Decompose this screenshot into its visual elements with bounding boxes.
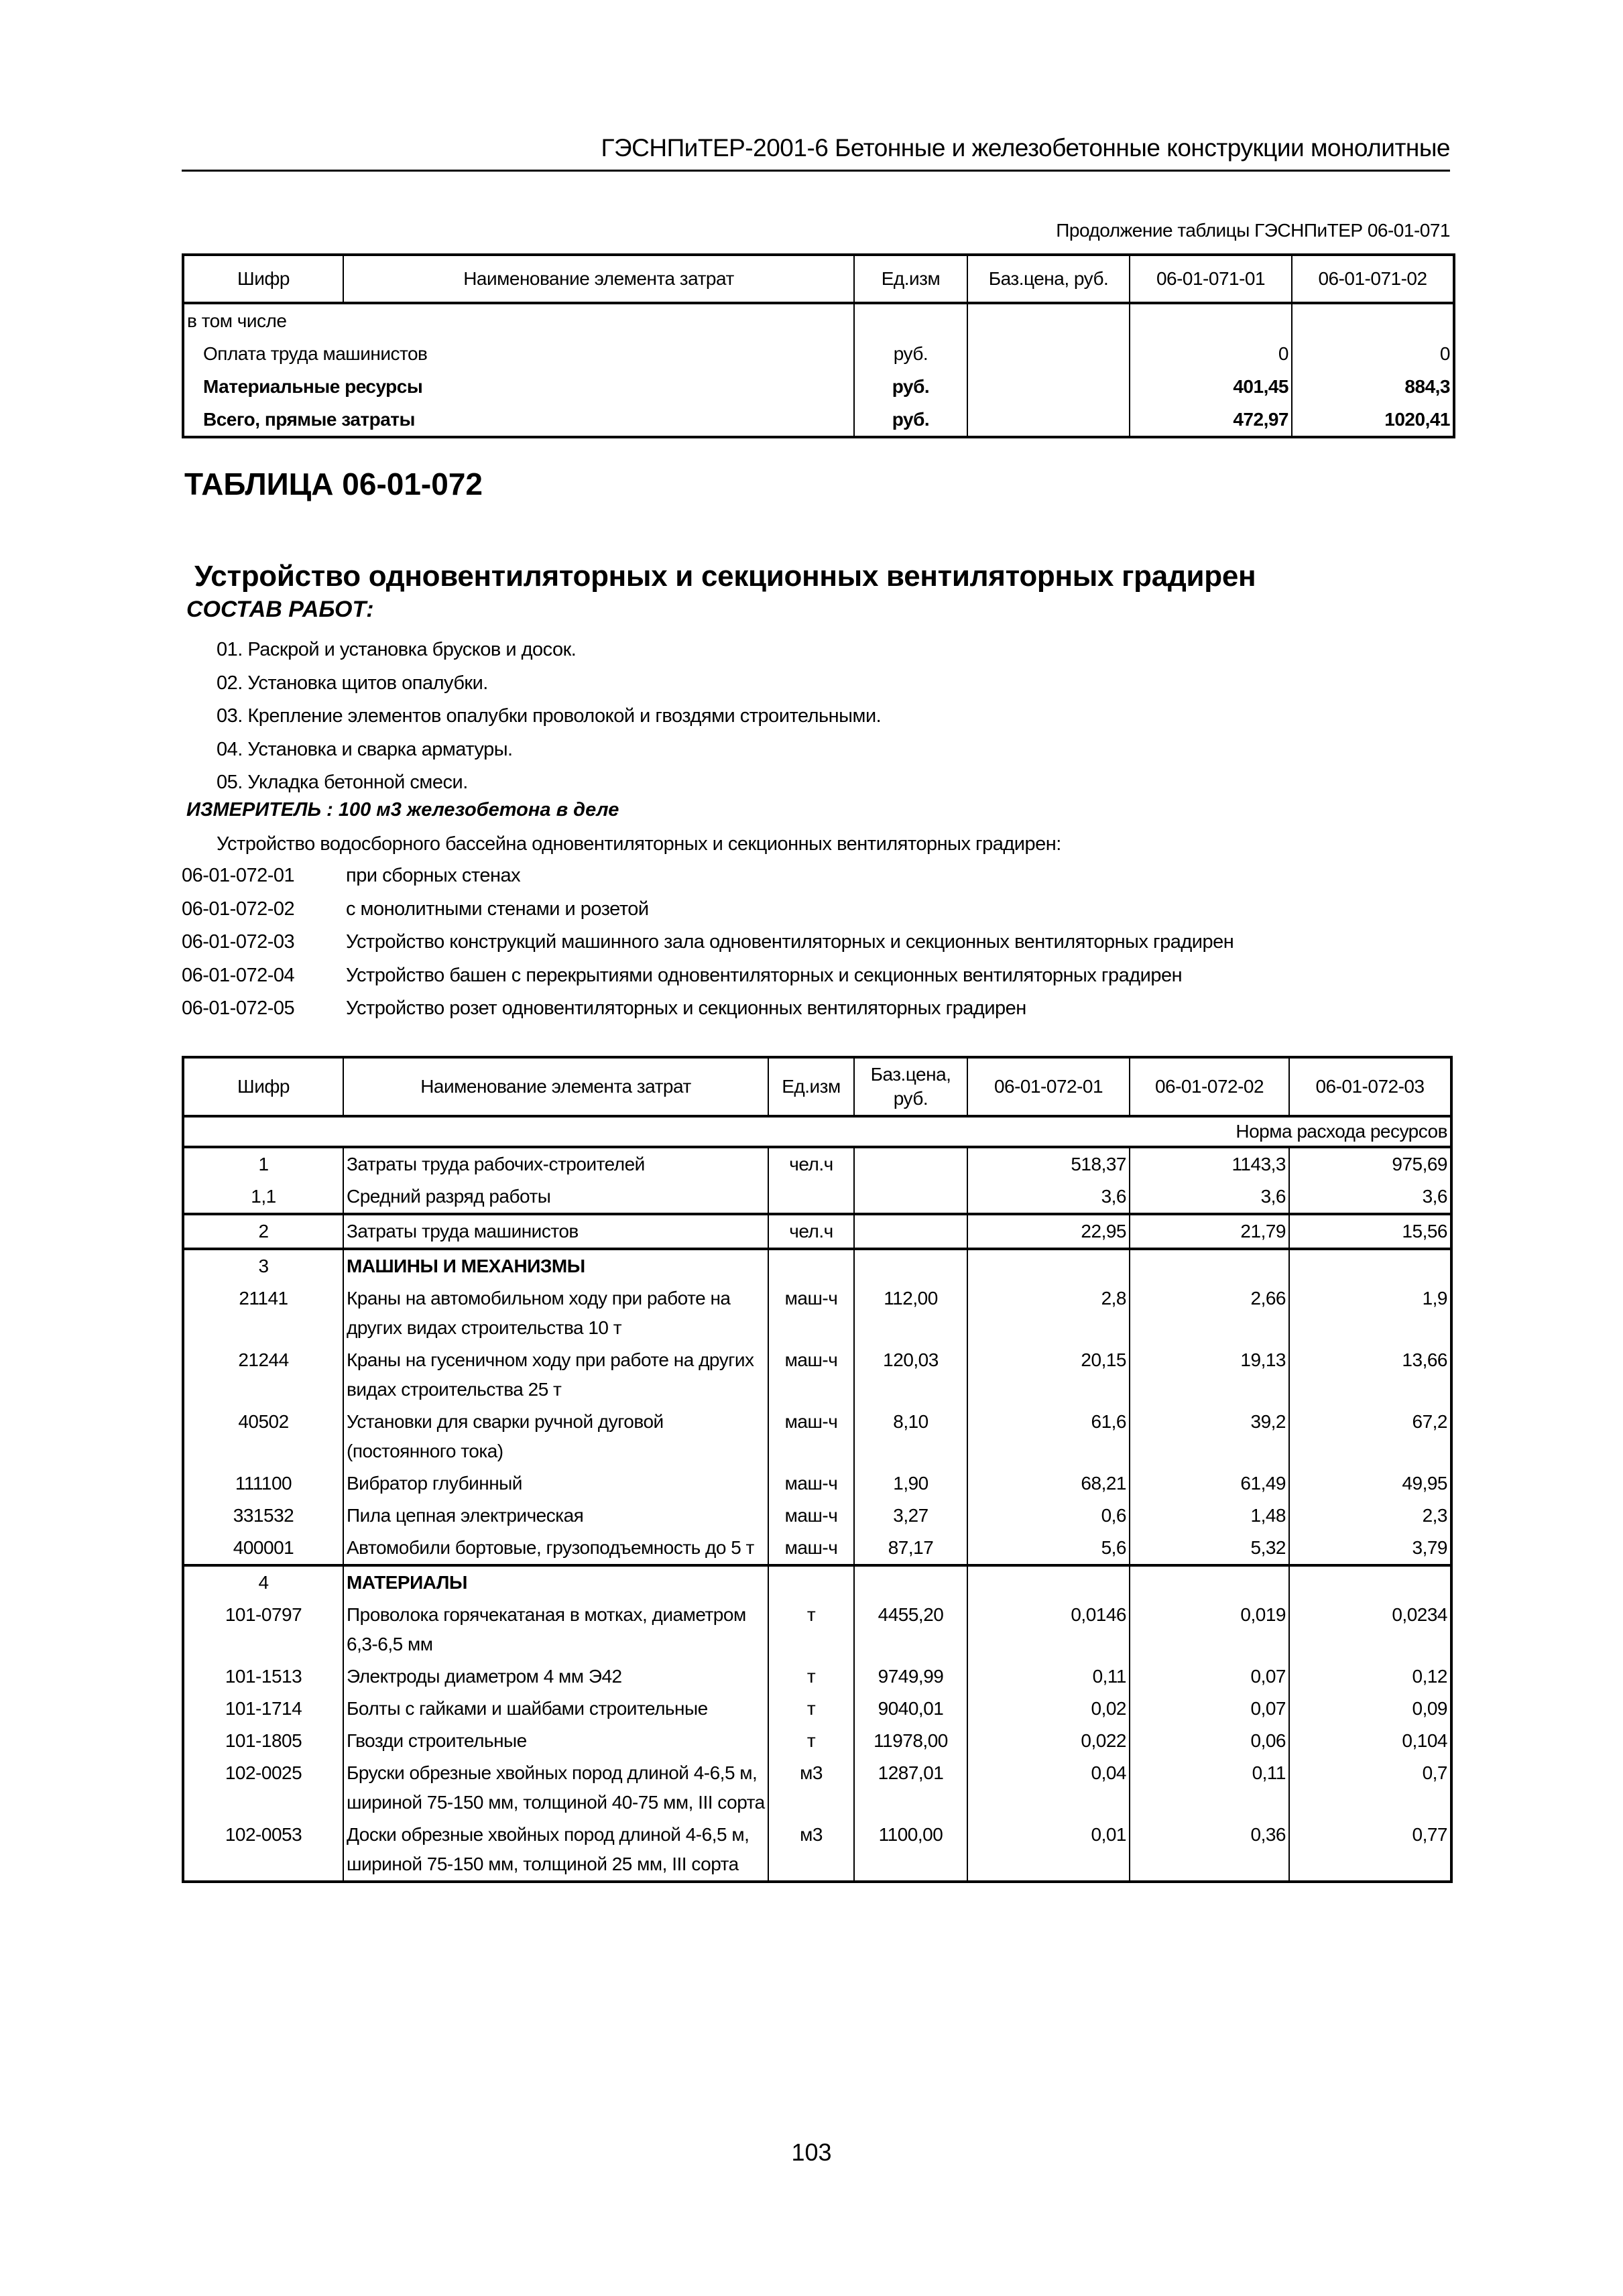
cell-value: 2,3 — [1289, 1500, 1451, 1532]
cell-name: Всего, прямые затраты — [183, 403, 854, 437]
cell-name: Пила цепная электрическая — [343, 1500, 768, 1532]
cell-value: 884,3 — [1292, 370, 1454, 403]
variant-text: Устройство конструкций машинного зала одновентиляторных и секционных вентиляторных градирен — [346, 931, 1234, 953]
cell-price: 8,10 — [854, 1406, 967, 1467]
norma-row — [183, 1116, 1451, 1147]
cell-unit: чел.ч — [768, 1147, 854, 1181]
cell-value: 0,022 — [967, 1725, 1130, 1757]
cell-code: 3 — [183, 1249, 343, 1282]
variant-text: Устройство башен с перекрытиями одновентиляторных и секционных вентиляторных градирен — [346, 964, 1183, 986]
resource-table-06-01-072 — [182, 1056, 1453, 1883]
norma-label: Норма расхода ресурсов — [183, 1116, 1451, 1147]
cell-price — [854, 1147, 967, 1181]
continued-table-06-01-071 — [182, 253, 1455, 438]
header-cell: Ед.изм — [854, 255, 967, 303]
variant-item — [182, 998, 1234, 1031]
cell-value: 13,66 — [1289, 1344, 1451, 1406]
table-title: ТАБЛИЦА 06-01-072 — [184, 467, 483, 501]
cell-value: 1,9 — [1289, 1282, 1451, 1344]
work-item: 02. Установка щитов опалубки. — [217, 672, 488, 694]
cell-value: 1,48 — [1130, 1500, 1289, 1532]
cell-value — [1130, 1249, 1289, 1282]
cell-price — [854, 1565, 967, 1599]
table-row — [183, 1282, 1451, 1344]
cell-price — [854, 1181, 967, 1214]
cell-value: 61,6 — [967, 1406, 1130, 1467]
cell-unit: маш-ч — [768, 1344, 854, 1406]
cell-name: МАШИНЫ И МЕХАНИЗМЫ — [343, 1249, 768, 1282]
cell-value: 0,11 — [967, 1660, 1130, 1693]
cell-value: 5,6 — [967, 1532, 1130, 1565]
cell-value: 0,07 — [1130, 1693, 1289, 1725]
cell-value: 0,07 — [1130, 1660, 1289, 1693]
variant-code: 06-01-072-04 — [182, 964, 295, 986]
variant-code: 06-01-072-01 — [182, 865, 295, 886]
cell-unit: маш-ч — [768, 1532, 854, 1565]
cell-unit — [768, 1181, 854, 1214]
cell-code: 101-0797 — [183, 1599, 343, 1660]
table-row — [183, 1599, 1451, 1660]
variant-item — [182, 965, 1234, 998]
cell-unit: т — [768, 1693, 854, 1725]
page-number: 103 — [791, 2138, 832, 2166]
cell-code: 111100 — [183, 1467, 343, 1500]
cell-value — [1289, 1249, 1451, 1282]
cell-price — [854, 1249, 967, 1282]
cell-unit: м3 — [768, 1819, 854, 1882]
cell-value: 0,02 — [967, 1693, 1130, 1725]
cell-price: 9040,01 — [854, 1693, 967, 1725]
table-row — [183, 1532, 1451, 1565]
cell-unit: маш-ч — [768, 1282, 854, 1344]
cell-value — [1289, 1565, 1451, 1599]
cell-code: 1,1 — [183, 1181, 343, 1214]
cell-value: 39,2 — [1130, 1406, 1289, 1467]
work-item: 01. Раскрой и установка брусков и досок. — [217, 639, 577, 660]
cell-name: Затраты труда машинистов — [343, 1214, 768, 1249]
cell-price: 3,27 — [854, 1500, 967, 1532]
variant-item — [182, 865, 1234, 898]
work-list — [217, 639, 881, 805]
cell-unit: м3 — [768, 1757, 854, 1819]
table-row — [183, 1660, 1451, 1693]
cell-value — [1130, 303, 1292, 337]
header-cell: Баз.цена, руб. — [967, 255, 1130, 303]
cell-value: 3,6 — [967, 1181, 1130, 1214]
table-row — [183, 1565, 1451, 1599]
cell-value: 22,95 — [967, 1214, 1130, 1249]
cell-value: 0,0146 — [967, 1599, 1130, 1660]
cell-price — [967, 370, 1130, 403]
cell-price: 87,17 — [854, 1532, 967, 1565]
continuation-label: Продолжение таблицы ГЭСНПиТЕР 06-01-071 — [1056, 220, 1450, 241]
cell-code: 331532 — [183, 1500, 343, 1532]
variant-code: 06-01-072-02 — [182, 898, 295, 920]
cell-name: Болты с гайками и шайбами строительные — [343, 1693, 768, 1725]
work-item: 04. Установка и сварка арматуры. — [217, 738, 513, 760]
cell-name: Оплата труда машинистов — [183, 337, 854, 370]
cell-code: 102-0025 — [183, 1757, 343, 1819]
section-title: Устройство одновентиляторных и секционных вентиляторных градирен — [194, 560, 1256, 593]
cell-value: 49,95 — [1289, 1467, 1451, 1500]
cell-value: 1020,41 — [1292, 403, 1454, 437]
table-row — [183, 370, 1454, 403]
cell-name: Проволока горячекатаная в мотках, диаметром 6,3-6,5 мм — [343, 1599, 768, 1660]
cell-value: 3,79 — [1289, 1532, 1451, 1565]
cell-price: 112,00 — [854, 1282, 967, 1344]
cell-value: 2,66 — [1130, 1282, 1289, 1344]
cell-price: 11978,00 — [854, 1725, 967, 1757]
cell-value: 0,0234 — [1289, 1599, 1451, 1660]
header-cell: Наименование элемента затрат — [343, 1057, 768, 1116]
cell-value: 2,8 — [967, 1282, 1130, 1344]
cell-unit: маш-ч — [768, 1467, 854, 1500]
cell-code: 40502 — [183, 1406, 343, 1467]
cell-value: 0,06 — [1130, 1725, 1289, 1757]
header-cell: 06-01-071-01 — [1130, 255, 1292, 303]
cell-value: 0,09 — [1289, 1693, 1451, 1725]
cell-price: 1,90 — [854, 1467, 967, 1500]
cell-code: 1 — [183, 1147, 343, 1181]
cell-name: Вибратор глубинный — [343, 1467, 768, 1500]
cell-name: в том числе — [183, 303, 854, 337]
cell-value — [967, 1565, 1130, 1599]
cell-code: 21141 — [183, 1282, 343, 1344]
cell-value: 518,37 — [967, 1147, 1130, 1181]
work-item: 05. Укладка бетонной смеси. — [217, 772, 468, 793]
measure-unit-label: ИЗМЕРИТЕЛЬ : 100 м3 железобетона в деле — [186, 799, 619, 821]
table-row — [183, 1214, 1451, 1249]
cell-value: 0,6 — [967, 1500, 1130, 1532]
header-divider — [182, 170, 1450, 172]
cell-unit: маш-ч — [768, 1500, 854, 1532]
cell-value: 67,2 — [1289, 1406, 1451, 1467]
cell-value: 21,79 — [1130, 1214, 1289, 1249]
cell-price: 4455,20 — [854, 1599, 967, 1660]
cell-unit — [768, 1565, 854, 1599]
cell-value: 15,56 — [1289, 1214, 1451, 1249]
cell-code: 2 — [183, 1214, 343, 1249]
table-row — [183, 1249, 1451, 1282]
cell-name: Краны на гусеничном ходу при работе на других видах строительства 25 т — [343, 1344, 768, 1406]
table-row — [183, 1406, 1451, 1467]
cell-code: 101-1714 — [183, 1693, 343, 1725]
cell-name: Краны на автомобильном ходу при работе на других видах строительства 10 т — [343, 1282, 768, 1344]
cell-price: 120,03 — [854, 1344, 967, 1406]
cell-code: 101-1805 — [183, 1725, 343, 1757]
cell-price — [967, 303, 1130, 337]
cell-value: 0 — [1130, 337, 1292, 370]
cell-value: 0,019 — [1130, 1599, 1289, 1660]
cell-value: 472,97 — [1130, 403, 1292, 437]
cell-name: Затраты труда рабочих-строителей — [343, 1147, 768, 1181]
cell-name: Автомобили бортовые, грузоподъемность до 5 т — [343, 1532, 768, 1565]
cell-value: 3,6 — [1130, 1181, 1289, 1214]
header-cell: 06-01-072-03 — [1289, 1057, 1451, 1116]
cell-value: 5,32 — [1130, 1532, 1289, 1565]
cell-code: 101-1513 — [183, 1660, 343, 1693]
cell-value: 0,01 — [967, 1819, 1130, 1882]
table-row — [183, 1725, 1451, 1757]
cell-unit: т — [768, 1599, 854, 1660]
table-row — [183, 1181, 1451, 1214]
header-cell: Шифр — [183, 255, 343, 303]
cell-unit: маш-ч — [768, 1406, 854, 1467]
variant-code: 06-01-072-03 — [182, 931, 295, 953]
cell-price: 9749,99 — [854, 1660, 967, 1693]
cell-value: 61,49 — [1130, 1467, 1289, 1500]
header-cell: Шифр — [183, 1057, 343, 1116]
cell-name: Доски обрезные хвойных пород длиной 4-6,5 м, шириной 75-150 мм, толщиной 25 мм, III сорта — [343, 1819, 768, 1882]
cell-value: 19,13 — [1130, 1344, 1289, 1406]
cell-value: 0,77 — [1289, 1819, 1451, 1882]
cell-value: 0,36 — [1130, 1819, 1289, 1882]
cell-value: 0,12 — [1289, 1660, 1451, 1693]
cell-value: 3,6 — [1289, 1181, 1451, 1214]
cell-value: 0,11 — [1130, 1757, 1289, 1819]
cell-name: Средний разряд работы — [343, 1181, 768, 1214]
cell-unit: т — [768, 1725, 854, 1757]
cell-price: 1287,01 — [854, 1757, 967, 1819]
variants-intro: Устройство водосборного бассейна одновентиляторных и секционных вентиляторных градирен: — [217, 833, 1061, 855]
table-row — [183, 1819, 1451, 1882]
table-row — [183, 337, 1454, 370]
cell-unit: т — [768, 1660, 854, 1693]
variant-item — [182, 931, 1234, 965]
cell-value — [967, 1249, 1130, 1282]
cell-value: 0,104 — [1289, 1725, 1451, 1757]
table-header-row — [183, 1057, 1451, 1116]
cell-value: 0 — [1292, 337, 1454, 370]
cell-name: Бруски обрезные хвойных пород длиной 4-6,5 м, шириной 75-150 мм, толщиной 40-75 мм, III сорта — [343, 1757, 768, 1819]
cell-value: 975,69 — [1289, 1147, 1451, 1181]
header-cell: Наименование элемента затрат — [343, 255, 854, 303]
table-row — [183, 1344, 1451, 1406]
header-cell: Ед.изм — [768, 1057, 854, 1116]
variant-text: Устройство розет одновентиляторных и секционных вентиляторных градирен — [346, 998, 1026, 1019]
cell-value — [1130, 1565, 1289, 1599]
table-row — [183, 1500, 1451, 1532]
header-cell: 06-01-071-02 — [1292, 255, 1454, 303]
table-row — [183, 1147, 1451, 1181]
running-header: ГЭСНПиТЕР-2001-6 Бетонные и железобетонные конструкции монолитные — [601, 134, 1450, 162]
table-row — [183, 303, 1454, 337]
cell-value: 68,21 — [967, 1467, 1130, 1500]
cell-name: Гвозди строительные — [343, 1725, 768, 1757]
cell-price — [967, 337, 1130, 370]
cell-unit — [854, 303, 967, 337]
work-item: 03. Крепление элементов опалубки проволокой и гвоздями строительными. — [217, 705, 882, 727]
cell-unit: руб. — [854, 403, 967, 437]
work-composition-label: СОСТАВ РАБОТ: — [186, 597, 374, 622]
variant-text: с монолитными стенами и розетой — [346, 898, 649, 920]
cell-code: 400001 — [183, 1532, 343, 1565]
cell-value: 0,04 — [967, 1757, 1130, 1819]
table-row — [183, 403, 1454, 437]
header-cell: 06-01-072-02 — [1130, 1057, 1289, 1116]
cell-name: Материальные ресурсы — [183, 370, 854, 403]
cell-unit — [768, 1249, 854, 1282]
cell-value: 20,15 — [967, 1344, 1130, 1406]
cell-value: 401,45 — [1130, 370, 1292, 403]
cell-name: Электроды диаметром 4 мм Э42 — [343, 1660, 768, 1693]
header-cell: 06-01-072-01 — [967, 1057, 1130, 1116]
cell-value: 1143,3 — [1130, 1147, 1289, 1181]
variant-text: при сборных стенах — [346, 865, 521, 886]
variant-list — [182, 865, 1234, 1031]
table-row — [183, 1467, 1451, 1500]
cell-name: Установки для сварки ручной дуговой (постоянного тока) — [343, 1406, 768, 1467]
cell-value — [1292, 303, 1454, 337]
cell-unit: руб. — [854, 370, 967, 403]
header-cell: Баз.цена, руб. — [854, 1057, 967, 1116]
cell-value: 0,7 — [1289, 1757, 1451, 1819]
table-header-row — [183, 255, 1454, 303]
variant-code: 06-01-072-05 — [182, 998, 295, 1019]
cell-code: 4 — [183, 1565, 343, 1599]
variant-item — [182, 898, 1234, 932]
table-row — [183, 1757, 1451, 1819]
table-row — [183, 1693, 1451, 1725]
cell-unit: руб. — [854, 337, 967, 370]
cell-code: 102-0053 — [183, 1819, 343, 1882]
cell-name: МАТЕРИАЛЫ — [343, 1565, 768, 1599]
cell-price — [854, 1214, 967, 1249]
cell-price: 1100,00 — [854, 1819, 967, 1882]
cell-code: 21244 — [183, 1344, 343, 1406]
cell-unit: чел.ч — [768, 1214, 854, 1249]
cell-price — [967, 403, 1130, 437]
